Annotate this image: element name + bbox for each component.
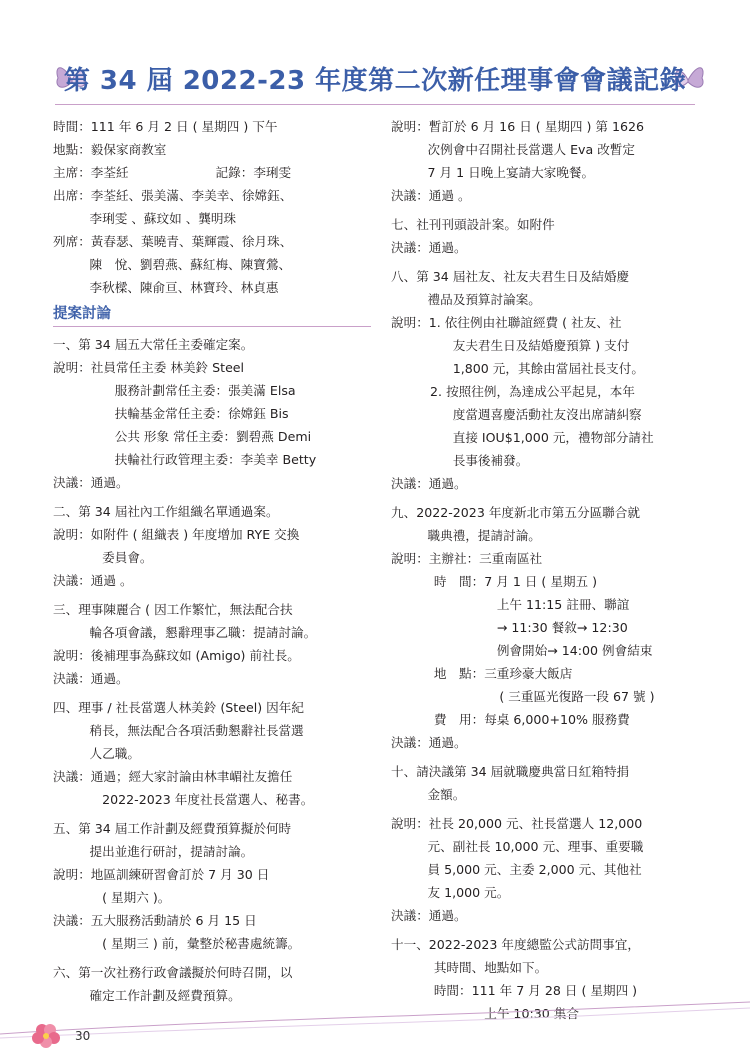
item-text: 九、2022-2023 年度新北市第五分區聯合就 bbox=[391, 505, 640, 520]
title-underline bbox=[55, 104, 695, 105]
item-text: 確定工作計劃及經費預算。 bbox=[89, 988, 241, 1003]
left-column bbox=[53, 115, 371, 1007]
observers-line: 李秋樑、陳俞亘、林寶玲、林貞惠 bbox=[89, 280, 279, 295]
item-text: 上午 10:30 集合 bbox=[484, 1006, 579, 1021]
item-text: 直接 IOU$1,000 元，禮物部分請社 bbox=[452, 430, 654, 445]
item-text: 費 用：每桌 6,000+10% 服務費 bbox=[433, 712, 630, 727]
section-heading: 提案討論 bbox=[53, 303, 371, 327]
item-text: 決議：通過。 bbox=[53, 671, 129, 686]
item-text: 六、第一次社務行政會議擬於何時召開，以 bbox=[53, 965, 293, 980]
item-text: 決議：通過。 bbox=[391, 240, 467, 255]
attendees-line: 出席：李荃紝、張美滿、李美幸、徐嫦鈺、 bbox=[53, 188, 293, 203]
item-text: 服務計劃常任主委：張美滿 Elsa bbox=[114, 383, 296, 398]
item-text: 決議：通過。 bbox=[391, 908, 467, 923]
item-text: 時間：111 年 7 月 28 日 ( 星期四 ) bbox=[433, 983, 638, 998]
item-text: 地 點：三重珍豪大飯店 bbox=[433, 666, 573, 681]
item-text: 決議：通過。 bbox=[391, 735, 467, 750]
item-text: 時 間：7 月 1 日 ( 星期五 ) bbox=[433, 574, 598, 589]
item-text: 三、理事陳麗合 ( 因工作繁忙，無法配合扶 bbox=[53, 602, 293, 617]
item-text: 2022-2023 年度社長當選人、秘書。 bbox=[102, 792, 314, 807]
item-text: 2. 按照往例，為達成公平起見，本年 bbox=[430, 384, 635, 399]
item-text: 金額。 bbox=[427, 787, 466, 802]
item-text: 說明：地區訓練研習會訂於 7 月 30 日 bbox=[53, 867, 270, 882]
host: 主席：李荃紝 bbox=[53, 165, 129, 180]
item-text: 友夫君生日及結婚慶預算 ) 支付 bbox=[452, 338, 630, 353]
item-text: ( 星期六 )。 bbox=[102, 890, 171, 905]
page-number: 30 bbox=[75, 1029, 91, 1043]
item-text: 說明：社長 20,000 元、社長當選人 12,000 bbox=[391, 816, 643, 831]
item-text: 說明：主辦社：三重南區社 bbox=[391, 551, 543, 566]
flower-icon bbox=[28, 1020, 68, 1054]
item-text: 1,800 元，其餘由當屆社長支付。 bbox=[452, 361, 644, 376]
item-text: 長事後補發。 bbox=[452, 453, 529, 468]
item-text: 二、第 34 屆社內工作組織名單通過案。 bbox=[53, 504, 279, 519]
item-text: 例會開始→ 14:00 例會結束 bbox=[496, 643, 653, 658]
item-text: 說明：1. 依往例由社聯誼經費 ( 社友、社 bbox=[391, 315, 622, 330]
item-text: 十、請決議第 34 屆就職慶典當日紅箱特捐 bbox=[391, 764, 630, 779]
item-text: 十一、2022-2023 年度總監公式訪問事宜， bbox=[391, 937, 640, 952]
item-text: ( 三重區光復路一段 67 號 ) bbox=[499, 689, 655, 704]
item-text: 人乙職。 bbox=[89, 746, 140, 761]
item-text: 7 月 1 日晚上宴請大家晚餐。 bbox=[427, 165, 595, 180]
meeting-time: 時間：111 年 6 月 2 日 ( 星期四 ) 下午 bbox=[53, 119, 278, 134]
item-text: 員 5,000 元、主委 2,000 元、其他社 bbox=[427, 862, 642, 877]
attendees-line: 李琍雯 、蘇玟如 、龔明珠 bbox=[89, 211, 237, 226]
item-text: 說明：社員常任主委 林美鈴 Steel bbox=[53, 360, 245, 375]
item-text: 職典禮，提請討論。 bbox=[427, 528, 541, 543]
item-text: 禮品及預算討論案。 bbox=[427, 292, 541, 307]
item-text: 說明：如附件 ( 組織表 ) 年度增加 RYE 交換 bbox=[53, 527, 300, 542]
item-text: 元、副社長 10,000 元、理事、重要職 bbox=[427, 839, 644, 854]
observers-line: 列席：黃春瑟、葉曉青、葉輝霞、徐月珠、 bbox=[53, 234, 293, 249]
item-text: 說明：後補理事為蘇玟如 (Amigo) 前社長。 bbox=[53, 648, 300, 663]
meeting-place: 地點：毅保家商教室 bbox=[53, 142, 167, 157]
item-text: 四、理事 / 社長當選人林美鈴 (Steel) 因年紀 bbox=[53, 700, 304, 715]
item-text: 決議：通過；經大家討論由林聿嵋社友擔任 bbox=[53, 769, 293, 784]
item-text: 決議：通過。 bbox=[53, 475, 129, 490]
item-text: 扶輪基金常任主委：徐嫦鈺 Bis bbox=[114, 406, 289, 421]
item-text: 決議：通過 。 bbox=[391, 188, 471, 203]
page-title: 第 34 屆 2022-23 年度第二次新任理事會會議記錄 bbox=[63, 66, 687, 96]
item-text: 度當週喜慶活動社友沒出席請糾察 bbox=[452, 407, 642, 422]
item-text: 說明：暫訂於 6 月 16 日 ( 星期四 ) 第 1626 bbox=[391, 119, 645, 134]
observers-line: 陳 悅、劉碧燕、蘇紅梅、陳寶鶯、 bbox=[89, 257, 292, 272]
item-text: 委員會。 bbox=[102, 550, 153, 565]
item-text: 決議：通過 。 bbox=[53, 573, 133, 588]
item-text: 八、第 34 屆社友、社友夫君生日及結婚慶 bbox=[391, 269, 630, 284]
item-text: 上午 11:15 註冊、聯誼 bbox=[496, 597, 630, 612]
item-text: 友 1,000 元。 bbox=[427, 885, 510, 900]
item-text: 一、第 34 屆五大常任主委確定案。 bbox=[53, 337, 254, 352]
item-text: 扶輪社行政管理主委：李美幸 Betty bbox=[114, 452, 317, 467]
item-text: 輪各項會議，懇辭理事乙職：提請討論。 bbox=[89, 625, 317, 640]
item-text: 決議：五大服務活動請於 6 月 15 日 bbox=[53, 913, 257, 928]
footer-wave-decoration bbox=[0, 1000, 750, 1040]
item-text: → 11:30 餐敘→ 12:30 bbox=[496, 620, 628, 635]
item-text: 七、社刊刊頭設計案。如附件 bbox=[391, 217, 555, 232]
item-text: 次例會中召開社長當選人 Eva 改暫定 bbox=[427, 142, 635, 157]
item-text: 公共 形象 常任主委：劉碧燕 Demi bbox=[114, 429, 312, 444]
item-text: 稍長，無法配合各項活動懇辭社長當選 bbox=[89, 723, 304, 738]
item-text: 提出並進行研討，提請討論。 bbox=[89, 844, 254, 859]
right-column bbox=[391, 115, 703, 1025]
item-text: 其時間、地點如下。 bbox=[433, 960, 548, 975]
item-text: 五、第 34 屆工作計劃及經費預算擬於何時 bbox=[53, 821, 292, 836]
item-text: ( 星期三 ) 前，彙整於秘書處統籌。 bbox=[102, 936, 301, 951]
recorder: 記錄：李琍雯 bbox=[215, 165, 292, 180]
host-recorder-line bbox=[53, 161, 371, 184]
item-text: 決議：通過。 bbox=[391, 476, 467, 491]
